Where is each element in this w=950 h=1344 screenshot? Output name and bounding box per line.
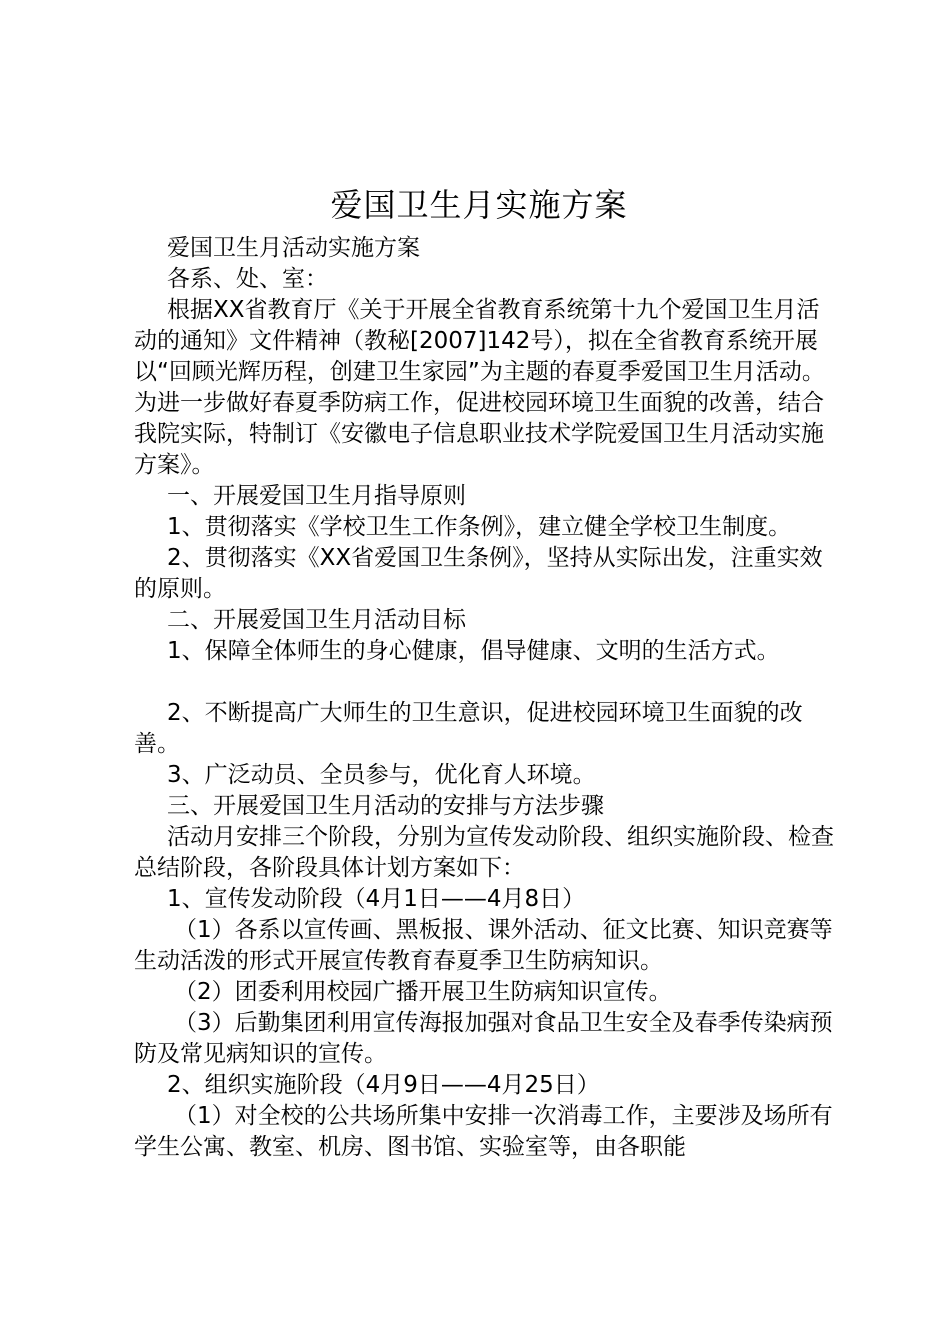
paragraph-intro: 根据XX省教育厅《关于开展全省教育系统第十九个爱国卫生月活动的通知》文件精神（教秘[2007]142号），拟在全省教育系统开展以“回顾光辉历程，创建卫生家园”为主题的春夏季爱国卫生月活动。为进一步做好春夏季防病工作，促进校园环境卫生面貌的改善，结合我院实际，特制订《安徽电子信息职业技术学院爱国卫生月活动实施方案》。 xyxy=(134,297,825,478)
paragraph-subtitle: 爱国卫生月活动实施方案 xyxy=(167,235,420,261)
paragraph-principle-1: 1、贯彻落实《学校卫生工作条例》，建立健全学校卫生制度。 xyxy=(167,514,792,540)
section-heading-3: 三、开展爱国卫生月活动的安排与方法步骤 xyxy=(167,793,604,819)
paragraph-goal-2: 2、不断提高广大师生的卫生意识，促进校园环境卫生面貌的改善。 xyxy=(134,700,803,757)
paragraph-spacer xyxy=(134,667,834,698)
paragraph-principle-2: 2、贯彻落实《XX省爱国卫生条例》，坚持从实际出发，注重实效的原则。 xyxy=(134,545,823,602)
paragraph-stage-1-heading: 1、宣传发动阶段（4月1日——4月8日） xyxy=(167,886,586,912)
document-title: 爱国卫生月实施方案 xyxy=(330,186,628,224)
paragraph-stages-overview: 活动月安排三个阶段，分别为宣传发动阶段、组织实施阶段、检查总结阶段，各阶段具体计划方案如下： xyxy=(134,824,834,881)
paragraph-goal-3: 3、广泛动员、全员参与，优化育人环境。 xyxy=(167,762,596,788)
paragraph-stage-1-item-2: （2）团委利用校园广播开展卫生防病知识宣传。 xyxy=(174,979,672,1005)
document-body xyxy=(134,233,834,1163)
paragraph-goal-1: 1、保障全体师生的身心健康，倡导健康、文明的生活方式。 xyxy=(167,638,780,664)
section-heading-2: 二、开展爱国卫生月活动目标 xyxy=(167,607,466,633)
section-heading-1: 一、开展爱国卫生月指导原则 xyxy=(167,483,466,509)
paragraph-stage-2-item-1: （1）对全校的公共场所集中安排一次消毒工作，主要涉及场所有学生公寓、教室、机房、图书馆、实验室等，由各职能 xyxy=(134,1103,833,1160)
paragraph-salutation: 各系、处、室： xyxy=(167,266,328,292)
paragraph-stage-1-item-3: （3）后勤集团利用宣传海报加强对食品卫生安全及春季传染病预防及常见病知识的宣传。 xyxy=(134,1010,833,1067)
paragraph-stage-1-item-1: （1）各系以宣传画、黑板报、课外活动、征文比赛、知识竞赛等生动活泼的形式开展宣传教育春夏季卫生防病知识。 xyxy=(134,917,833,974)
paragraph-stage-2-heading: 2、组织实施阶段（4月9日——4月25日） xyxy=(167,1072,600,1098)
